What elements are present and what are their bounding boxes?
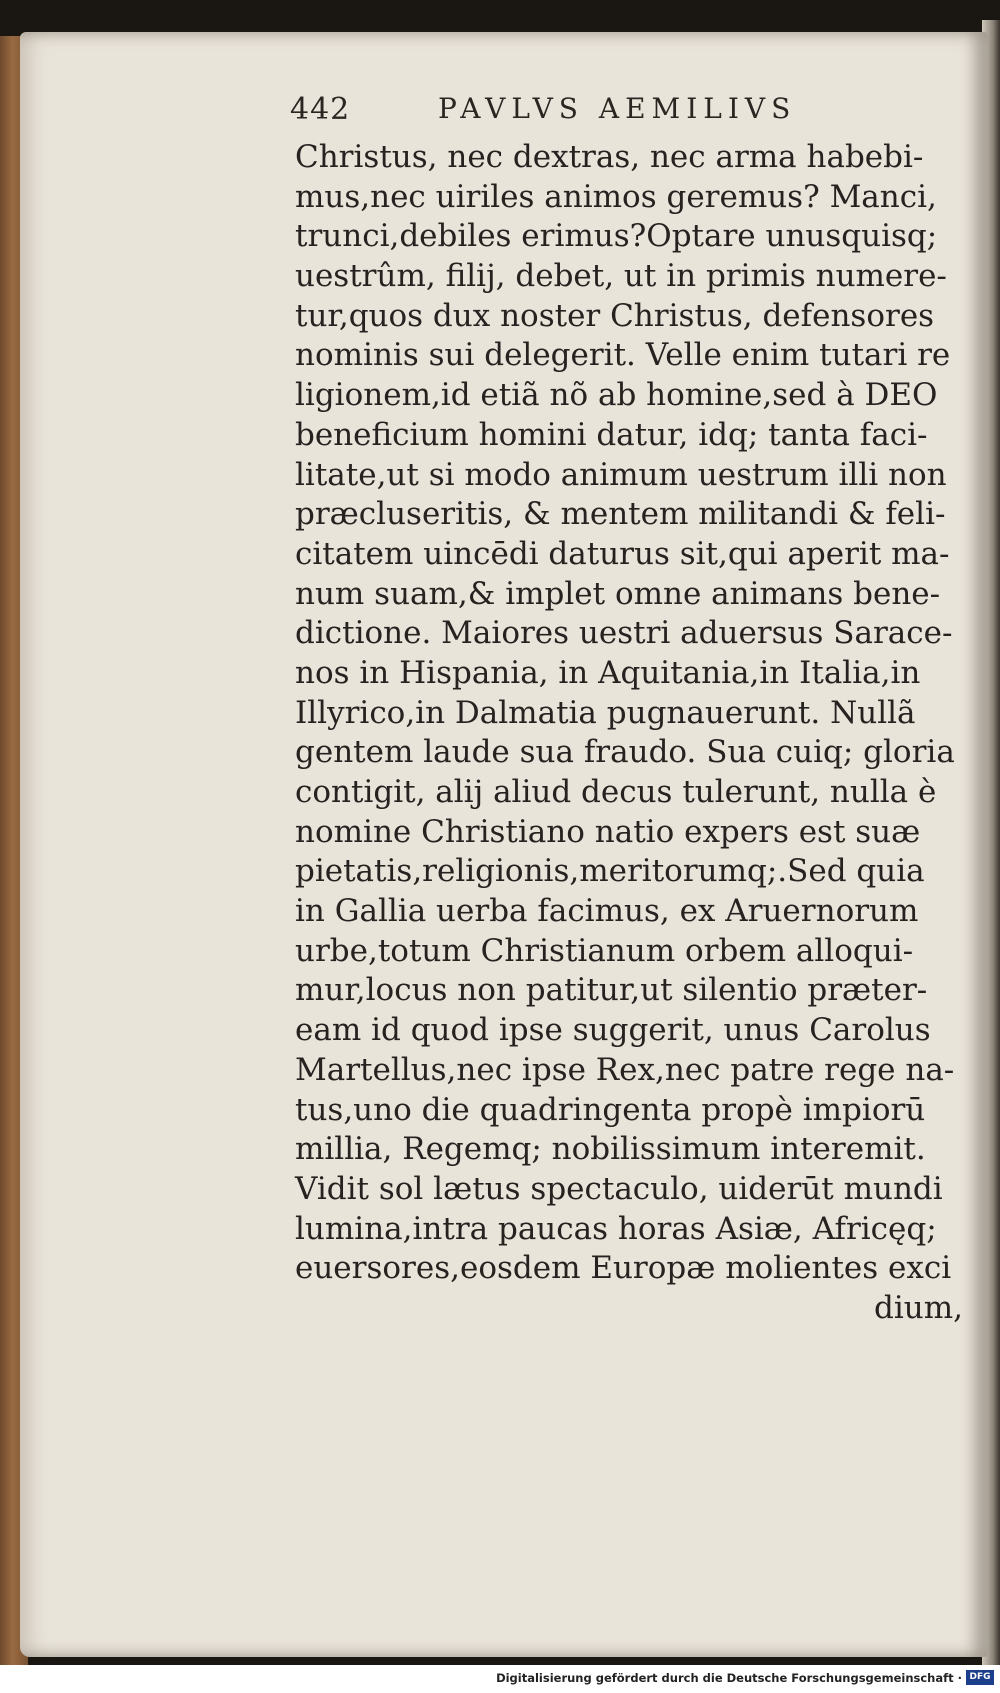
text-line: tur,quos dux noster Christus, defensores [295,297,935,334]
catchword: dium, [874,1289,963,1326]
text-line: Martellus,nec ipse Rex,nec patre rege na- [295,1051,955,1088]
text-line: millia, Regemq; nobilissimum interemit. [295,1131,926,1168]
text-line: lumina,intra paucas horas Asiæ, Africęq; [295,1210,937,1247]
text-line: mus,nec uiriles animos geremus? Manci, [295,178,937,215]
text-line: urbe,totum Christianum orbem alloqui- [295,932,914,969]
text-line: tus,uno die quadringenta propè impiorū [295,1091,926,1128]
text-line: præcluseritis, & mentem militandi & feli- [295,496,946,533]
text-line: num suam,& implet omne animans bene- [295,575,941,612]
running-head: PAVLVS AEMILIVS [438,92,797,125]
dfg-logo: DFG [966,1670,994,1685]
text-line: citatem uincēdi daturus sit,qui aperit ma- [295,535,950,572]
text-line: Vidit sol lætus spectaculo, uiderūt mundi [295,1170,943,1207]
text-line: nominis sui delegerit. Velle enim tutari re [295,337,951,374]
text-line: dictione. Maiores uestri aduersus Sarace- [295,615,953,652]
page-header [290,92,910,132]
footer-bar [0,1665,1000,1693]
text-line: Christus, nec dextras, nec arma habebi- [295,139,924,175]
text-line: gentem laude sua fraudo. Sua cuiq; gloria [295,734,955,771]
text-line: litate,ut si modo animum uestrum illi non [295,456,947,493]
text-line: beneficium homini datur, idq; tanta faci- [295,416,928,453]
body-text [295,138,963,1329]
page-number: 442 [290,92,351,127]
text-line: in Gallia uerba facimus, ex Aruernorum [295,893,919,930]
funding-credit: Digitalisierung gefördert durch die Deutsche Forschungsgemeinschaft · [496,1671,962,1685]
text-line: nomine Christiano natio expers est suæ [295,813,921,850]
text-line: uestrûm, filij, debet, ut in primis numere- [295,258,947,295]
text-line: euersores,eosdem Europæ molientes exci [295,1250,952,1287]
text-line: trunci,debiles erimus?Optare unusquisq; [295,218,938,255]
text-line: mur,locus non patitur,ut silentio præter- [295,972,928,1009]
text-line: contigit, alij aliud decus tulerunt, nulla è [295,774,937,810]
text-line: pietatis,religionis,meritorumq;.Sed quia [295,853,925,890]
text-line: eam id quod ipse suggerit, unus Carolus [295,1012,931,1049]
text-line: nos in Hispania, in Aquitania,in Italia,in [295,654,921,691]
text-line: ligionem,id etiã nõ ab homine,sed à DEO [295,377,938,414]
text-line: Illyrico,in Dalmatia pugnauerunt. Nullã [295,694,916,731]
